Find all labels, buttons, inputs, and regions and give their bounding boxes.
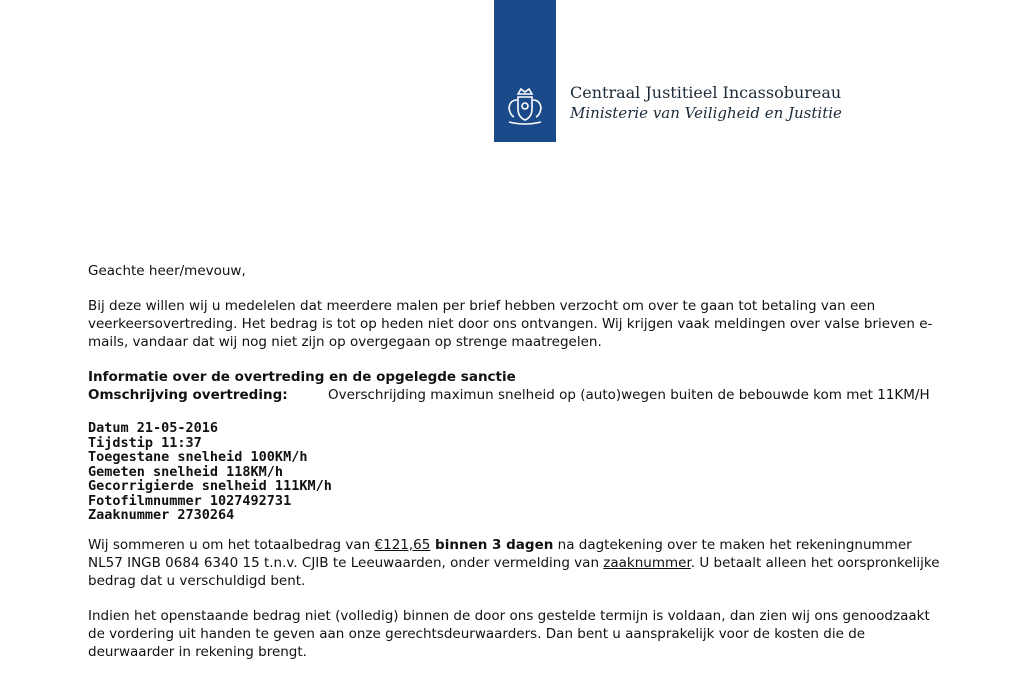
fact-measured-speed: Gemeten snelheid 118KM/h [88,463,284,480]
violation-description [88,386,948,404]
description-label: Omschrijving overtreding: [88,387,288,403]
description-value: Overschrijding maximun snelheid op (auto)wegen buiten de bebouwde kom met 11KM/H [328,387,930,403]
fact-corrected-speed: Gecorrigierde snelheid 111KM/h [88,478,332,494]
ministry-name: Ministerie van Veiligheid en Justitie [570,104,842,122]
org-title [570,82,842,124]
crest-icon [502,82,548,128]
intro-paragraph: Bij deze willen wij u medelelen dat meerdere malen per brief hebben verzocht om over te gaan tot betaling van een veerkeersovertreding. Het bedrag is tot op heden niet door ons ontvangen. Wij krijgen vaak meldingen over valse brieven e-mails, vandaar dat wij nog niet zijn op overgegaan op strenge maatregelen. [88,298,933,350]
payment-text-2: na dagtekening over te maken het rekeningnummer NL57 INGB 0684 6340 15 t.n.v. CJIB te Leeuwaarden, onder vermelding van [88,536,912,571]
org-name: Centraal Justitieel Incassobureau [570,83,842,102]
deadline-text: binnen 3 dagen [430,536,554,553]
violation-facts [88,421,948,523]
payment-paragraph [88,536,948,590]
closing-paragraph: Indien het openstaande bedrag niet (volledig) binnen de door ons gestelde termijn is voldaan, dan zien wij ons genoodzaakt de vordering uit handen te geven aan onze gerechtsdeurwaarders. Dan bent u aansprakelijk voor de kosten die de deurwaarder in rekening brengt. [88,607,930,660]
payment-text-3: . U betaalt alleen het oorspronkelijke bedrag dat u verschuldigd bent. [88,554,940,589]
salutation: Geachte heer/mevouw, [88,263,246,279]
fact-date: Datum 21-05-2016 [88,420,219,436]
amount-link[interactable]: €121,65 [374,536,431,553]
section-heading: Informatie over de overtreding en de opgelegde sanctie [88,369,516,385]
letter-body [88,262,948,661]
fact-case-number: Zaaknummer 2730264 [88,507,235,523]
payment-text-1: Wij sommeren u om het totaalbedrag van [88,536,375,553]
fact-allowed-speed: Toegestane snelheid 100KM/h [88,449,308,465]
logo-band [494,0,556,142]
fact-photo-number: Fotofilmnummer 1027492731 [88,492,292,509]
case-number-link[interactable]: zaaknummer [603,554,691,571]
fact-time: Tijdstip 11:37 [88,434,202,451]
